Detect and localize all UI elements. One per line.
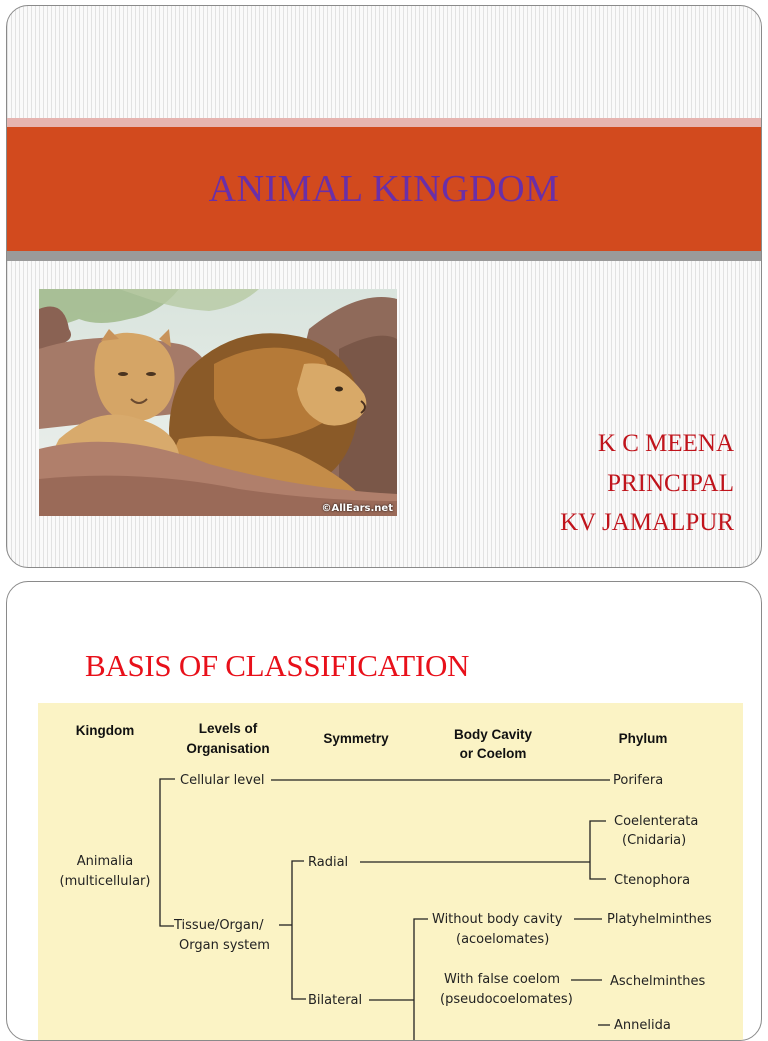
title-band: [7, 127, 761, 251]
pink-accent-strip: [7, 118, 761, 127]
phylum-platyhelminthes: Platyhelminthes: [607, 912, 712, 927]
phylum-ctenophora: Ctenophora: [614, 873, 691, 888]
symmetry-bilateral: Bilateral: [308, 993, 363, 1008]
title-slide: [6, 5, 762, 568]
author-block: [560, 424, 734, 543]
cavity-without: Without body cavity: [432, 912, 563, 927]
photo-watermark: ©AllEars.net: [321, 503, 393, 514]
kingdom-animalia: Animalia: [76, 854, 134, 869]
header-phylum: Phylum: [618, 731, 668, 746]
symmetry-radial: Radial: [308, 855, 349, 870]
author-school: KV JAMALPUR: [560, 509, 734, 536]
header-body-cavity-2: or Coelom: [459, 746, 527, 761]
phylum-porifera: Porifera: [613, 773, 664, 788]
author-name: K C MEENA: [597, 430, 734, 457]
cavity-acoelomates: (acoelomates): [456, 932, 550, 947]
phylum-annelida: Annelida: [614, 1018, 671, 1033]
lions-photo: [39, 289, 397, 516]
phylum-coelenterata: Coelenterata: [614, 814, 699, 829]
cavity-pseudocoelomates: (pseudocoelomates): [440, 992, 573, 1007]
symmetry-bracket: [292, 861, 306, 999]
classification-diagram: [38, 703, 743, 1041]
header-levels-1: Levels of: [198, 721, 258, 736]
phylum-cnidaria: (Cnidaria): [622, 833, 687, 848]
level-cellular: Cellular level: [180, 773, 265, 788]
body-cavity-bracket: [414, 919, 428, 1041]
slide-title: ANIMAL KINGDOM: [208, 168, 560, 210]
header-body-cavity-1: Body Cavity: [453, 727, 533, 742]
lions-illustration: [39, 289, 397, 516]
classification-tree: [38, 703, 743, 1041]
classification-slide: [6, 581, 762, 1041]
header-levels-2: Organisation: [186, 741, 270, 756]
header-kingdom: Kingdom: [75, 723, 135, 738]
level-tissue-1: Tissue/Organ/: [174, 918, 264, 933]
cavity-false-coelom: With false coelom: [444, 972, 561, 987]
level-tissue-2: Organ system: [179, 938, 270, 953]
gray-accent-strip: [7, 251, 761, 261]
kingdom-bracket: [160, 779, 175, 926]
kingdom-multicellular: (multicellular): [59, 874, 151, 889]
author-designation: PRINCIPAL: [607, 469, 734, 497]
slide-title: BASIS OF CLASSIFICATION: [85, 648, 470, 683]
header-symmetry: Symmetry: [323, 731, 389, 746]
radial-bracket: [590, 821, 606, 879]
phylum-aschelminthes: Aschelminthes: [610, 974, 706, 989]
